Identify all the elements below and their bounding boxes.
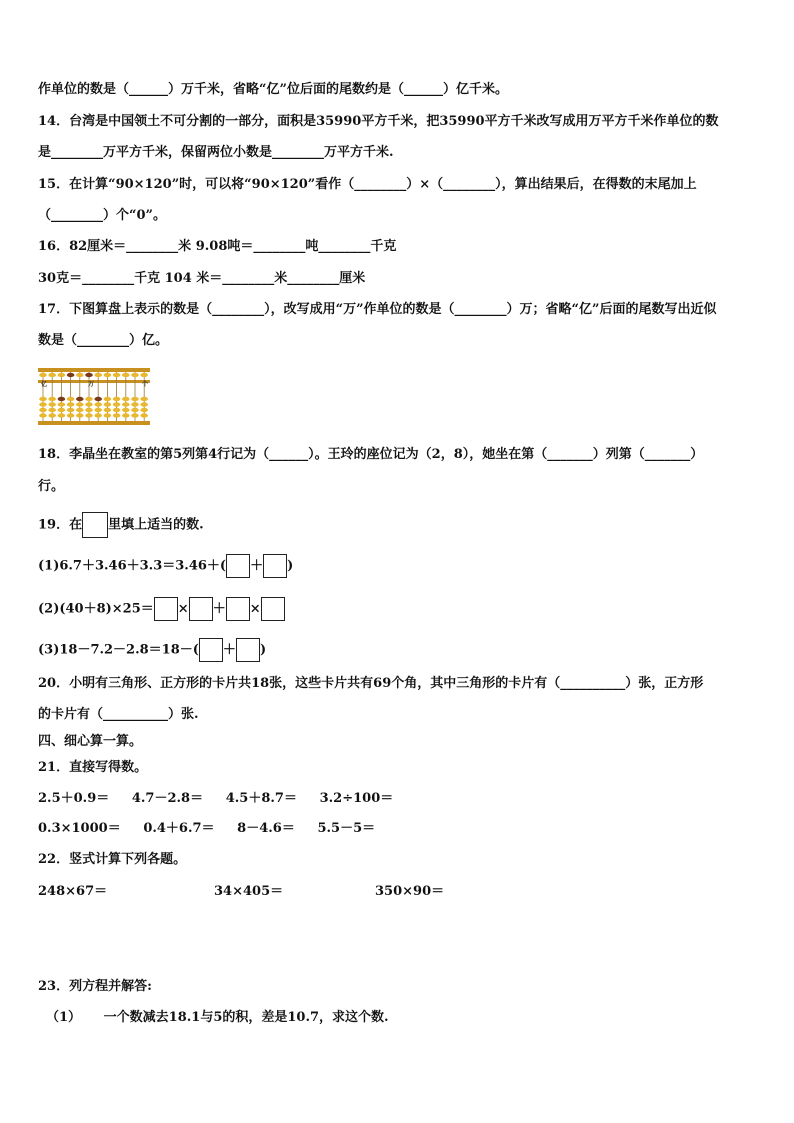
right-paren: ) [259,642,267,658]
abacus-lower-bead [58,413,66,417]
abacus-lower-bead [104,397,112,401]
abacus-upper-bead [131,373,139,377]
q22-problem-b: 34×405＝ [214,884,284,899]
abacus-lower-bead [67,408,75,412]
answer-box[interactable] [154,597,178,621]
abacus-upper-bead [67,373,75,377]
abacus-upper-bead [113,373,121,377]
abacus-lower-bead [104,408,112,412]
answer-box[interactable] [236,638,260,662]
abacus-label-yi: 亿 [41,381,48,388]
abacus-label-wan: 万 [88,381,95,388]
right-paren: ) [287,558,294,574]
q22-problem-a: 248×67＝ [38,884,108,899]
abacus-lower-bead [76,402,84,406]
q21-row2: 0.3×1000＝ 0.4＋6.7＝ 8－4.6＝ 5.5－5＝ [38,821,376,836]
abacus-upper-bead [48,373,56,377]
q16-line2: 30克＝________千克 104 米＝________米________厘米 [38,271,366,286]
plus-sign: ＋ [222,642,236,658]
abacus-lower-bead [140,397,148,401]
abacus-lower-bead [113,408,121,412]
q21-row1: 2.5＋0.9＝ 4.7－2.8＝ 4.5＋8.7＝ 3.2÷100＝ [38,791,394,806]
q18-line2: 行。 [38,479,65,494]
q17-line1: 17．下图算盘上表示的数是（________），改写成用“万”作单位的数是（________）万；省略“亿”后面的尾数写出近似 [38,302,717,317]
abacus-lower-bead [94,408,102,412]
times-sign: × [177,601,189,617]
answer-box[interactable] [261,597,285,621]
q19-part1 [38,554,758,578]
q19-part3 [38,638,758,662]
abacus-lower-bead [122,413,130,417]
abacus-upper-bead [39,373,47,377]
answer-box-example [82,512,108,538]
q19-2-expression: (2)(40＋8)×25＝ [38,601,154,617]
q19-intro [38,512,758,538]
q21-title: 21．直接写得数。 [38,760,148,775]
abacus-lower-bead [94,397,102,401]
abacus-lower-bead [67,402,75,406]
abacus-lower-bead [39,402,47,406]
abacus-upper-bead [94,373,102,377]
q14-line1: 14．台湾是中国领土不可分割的一部分，面积是35990平方千米，把35990平方千米改写成用万平方千米作单位的数 [38,114,719,129]
abacus-lower-bead [48,408,56,412]
q19-1-expression: (1)6.7＋3.46＋3.3＝3.46＋( [38,558,227,574]
q19-part2 [38,597,758,621]
q19-3-expression: (3)18－7.2－2.8＝18－( [38,642,199,658]
abacus-lower-bead [58,397,66,401]
abacus-lower-bead [85,408,93,412]
times-sign: × [249,601,261,617]
abacus-upper-bead [85,373,93,377]
q18-line1: 18．李晶坐在教室的第5列第4行记为（______）。王玲的座位记为（2，8），她坐在第（_______）列第（_______） [38,447,704,462]
answer-box[interactable] [199,638,223,662]
abacus-lower-bead [104,402,112,406]
abacus-lower-bead [94,413,102,417]
q14-line2: 是________万平方千米，保留两位小数是________万平方千米. [38,145,394,160]
abacus-upper-bead [104,373,112,377]
q23-title: 23．列方程并解答: [38,979,152,994]
abacus-lower-bead [58,402,66,406]
abacus-lower-bead [67,413,75,417]
abacus-lower-bead [131,402,139,406]
abacus-lower-bead [85,397,93,401]
q20-line1: 20．小明有三角形、正方形的卡片共18张，这些卡片共有69个角，其中三角形的卡片有（__________）张，正方形 [38,676,704,691]
plus-sign: ＋ [250,558,264,574]
q17-line2: 数是（________）亿。 [38,333,169,348]
abacus-lower-bead [140,413,148,417]
abacus-lower-bead [48,402,56,406]
abacus-lower-bead [48,413,56,417]
abacus-lower-bead [113,397,121,401]
abacus-lower-bead [122,402,130,406]
q15-line2: （________）个“0”。 [38,208,167,223]
abacus-lower-bead [85,413,93,417]
q23-part1: （1） 一个数减去18.1与5的积，差是10.7，求这个数. [46,1010,389,1025]
q22-title: 22．竖式计算下列各题。 [38,852,187,867]
section-4-heading: 四、细心算一算。 [38,734,143,749]
abacus-upper-bead [140,373,148,377]
abacus-lower-bead [67,397,75,401]
q16-line1: 16．82厘米＝________米 9.08吨＝________吨________千克 [38,239,397,254]
abacus-lower-bead [85,402,93,406]
abacus-figure [38,366,150,426]
q15-line1: 15．在计算“90×120”时，可以将“90×120”看作（________）×（________），算出结果后，在得数的末尾加上 [38,177,697,192]
q19-prefix: 19．在 [38,517,83,533]
abacus-lower-bead [122,397,130,401]
abacus-lower-bead [104,413,112,417]
abacus-label-ge: 个 [142,381,149,388]
abacus-upper-bead [76,373,84,377]
q22-problem-c: 350×90＝ [375,884,445,899]
abacus-lower-bead [76,413,84,417]
abacus-upper-bead [122,373,130,377]
q19-suffix: 里填上适当的数. [108,517,204,533]
abacus-lower-bead [140,408,148,412]
abacus-lower-bead [39,397,47,401]
q20-line2: 的卡片有（__________）张. [38,707,199,722]
q13-continuation: 作单位的数是（______）万千米，省略“亿”位后面的尾数约是（______）亿千米。 [38,82,508,97]
answer-box[interactable] [189,597,213,621]
answer-box[interactable] [226,597,250,621]
abacus-lower-bead [39,408,47,412]
abacus-lower-bead [140,402,148,406]
abacus-lower-bead [113,413,121,417]
abacus-upper-bead [58,373,66,377]
abacus-lower-bead [113,402,121,406]
abacus-lower-bead [131,397,139,401]
abacus-lower-bead [48,397,56,401]
plus-sign: ＋ [212,601,226,617]
answer-box[interactable] [263,554,287,578]
abacus-lower-bead [39,413,47,417]
abacus-lower-bead [76,408,84,412]
abacus-lower-bead [94,402,102,406]
abacus-top-frame [38,368,150,372]
abacus-lower-bead [58,408,66,412]
abacus-lower-bead [122,408,130,412]
abacus-lower-bead [131,413,139,417]
abacus-lower-bead [76,397,84,401]
abacus-lower-bead [131,408,139,412]
answer-box[interactable] [226,554,250,578]
abacus-bottom-frame [38,421,150,425]
